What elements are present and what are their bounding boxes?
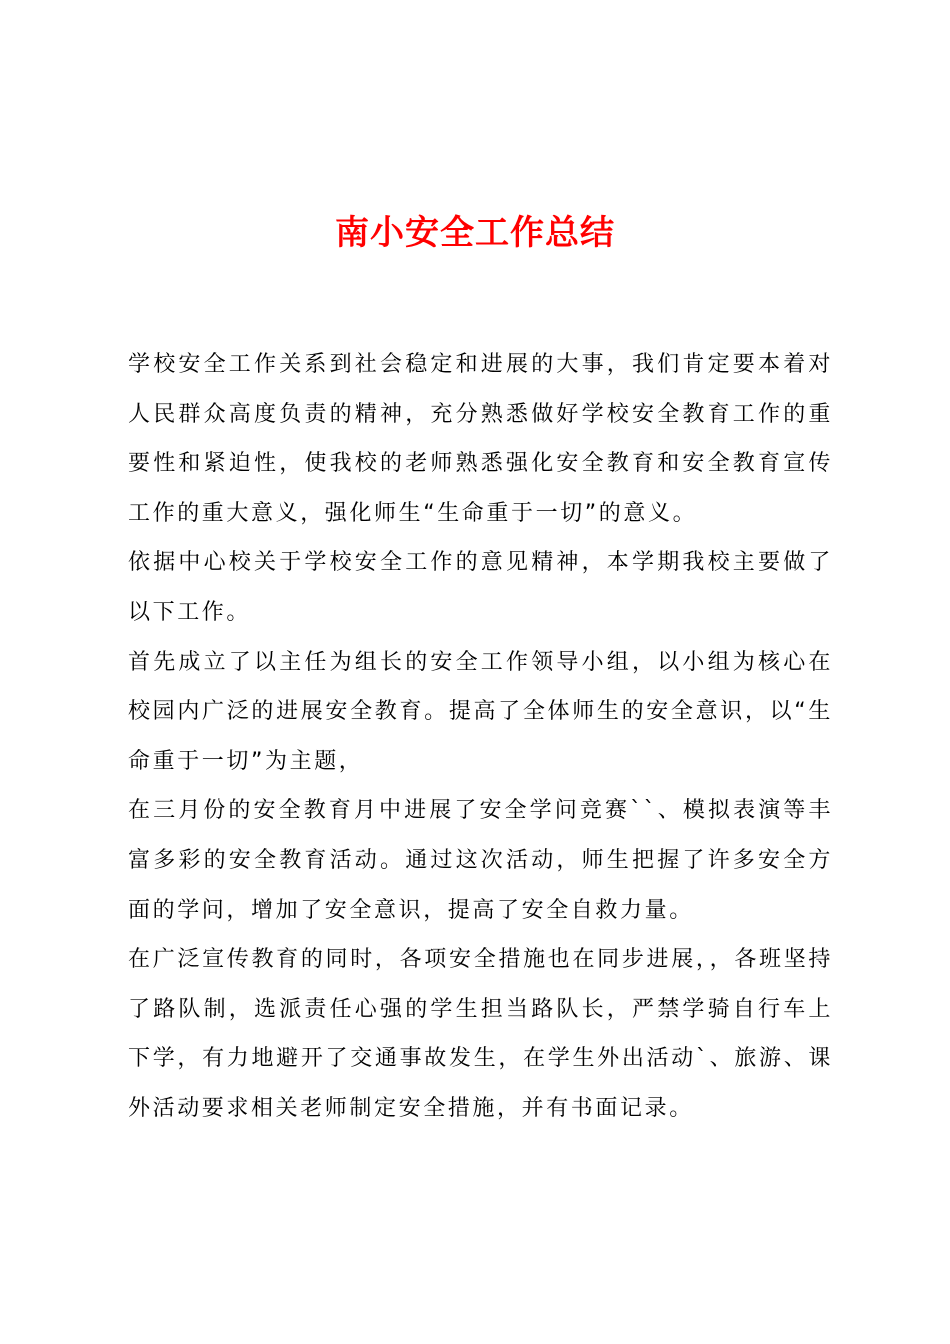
document-body (128, 340, 833, 1134)
paragraph-5: 在广泛宣传教育的同时，各项安全措施也在同步进展，，各班坚持了路队制，选派责任心强的学生担当路队长，严禁学骑自行车上下学，有力地避开了交通事故发生，在学生外出活动`、旅游、课外活动要求相关老师制定安全措施，并有书面记录。 (128, 947, 833, 1121)
paragraph-1: 学校安全工作关系到社会稳定和进展的大事，我们肯定要本着对人民群众高度负责的精神，充分熟悉做好学校安全教育工作的重要性和紧迫性，使我校的老师熟悉强化安全教育和安全教育宣传工作的重大意义，强化师生“生命重于一切”的意义。 (128, 352, 833, 526)
paragraph-2: 依据中心校关于学校安全工作的意见精神，本学期我校主要做了以下工作。 (128, 550, 833, 625)
document-title: 南小安全工作总结 (335, 213, 615, 253)
paragraph-3: 首先成立了以主任为组长的安全工作领导小组，以小组为核心在校园内广泛的进展安全教育。提高了全体师生的安全意识，以“生命重于一切”为主题， (128, 649, 833, 774)
paragraph-4: 在三月份的安全教育月中进展了安全学问竞赛``、模拟表演等丰富多彩的安全教育活动。通过这次活动，师生把握了许多安全方面的学问，增加了安全意识，提高了安全自救力量。 (128, 798, 833, 923)
